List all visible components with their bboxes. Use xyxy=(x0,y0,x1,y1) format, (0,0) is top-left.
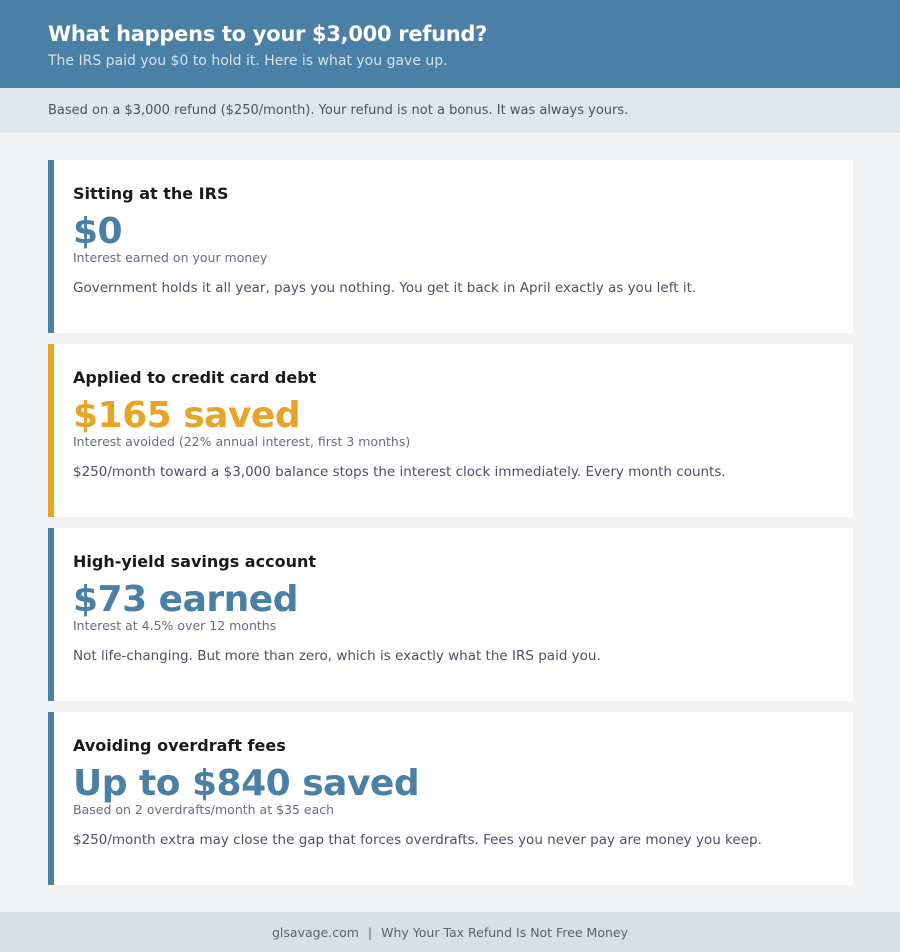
card-title: Avoiding overdraft fees xyxy=(73,736,286,755)
card-title: Sitting at the IRS xyxy=(73,184,229,203)
page-footer xyxy=(0,912,900,952)
scenario-card-irs xyxy=(48,160,853,333)
card-value: $73 earned xyxy=(73,579,298,620)
assumption-note: Based on a $3,000 refund ($250/month). Your refund is not a bonus. It was always yours. xyxy=(48,103,629,118)
card-title: High-yield savings account xyxy=(73,552,316,571)
card-value: Up to $840 saved xyxy=(73,763,420,804)
scenario-card-savings xyxy=(48,528,853,701)
card-value: $165 saved xyxy=(73,395,301,436)
card-caption: Interest earned on your money xyxy=(73,250,268,265)
footer-site: glsavage.com xyxy=(271,924,359,940)
card-body: $250/month extra may close the gap that forces overdrafts. Fees you never pay are money you keep. xyxy=(73,832,762,848)
scenario-card-overdraft xyxy=(48,712,853,885)
assumption-note-bar xyxy=(0,88,900,133)
card-caption: Interest at 4.5% over 12 months xyxy=(73,618,277,633)
card-body: Government holds it all year, pays you nothing. You get it back in April exactly as you left it. xyxy=(73,280,697,296)
scenario-card-list xyxy=(48,160,853,896)
page-subtitle: The IRS paid you $0 to hold it. Here is what you gave up. xyxy=(48,53,448,69)
footer-separator: | xyxy=(367,924,373,940)
page-header xyxy=(0,0,900,88)
card-title: Applied to credit card debt xyxy=(73,368,317,387)
page-title: What happens to your $3,000 refund? xyxy=(48,22,488,46)
card-caption: Based on 2 overdrafts/month at $35 each xyxy=(73,802,335,817)
card-caption: Interest avoided (22% annual interest, first 3 months) xyxy=(73,434,411,449)
card-value: $0 xyxy=(73,211,123,252)
footer-article-title: Why Your Tax Refund Is Not Free Money xyxy=(381,924,629,940)
scenario-card-credit-card xyxy=(48,344,853,517)
card-body: Not life-changing. But more than zero, which is exactly what the IRS paid you. xyxy=(73,648,601,664)
card-body: $250/month toward a $3,000 balance stops the interest clock immediately. Every month counts. xyxy=(73,464,726,480)
